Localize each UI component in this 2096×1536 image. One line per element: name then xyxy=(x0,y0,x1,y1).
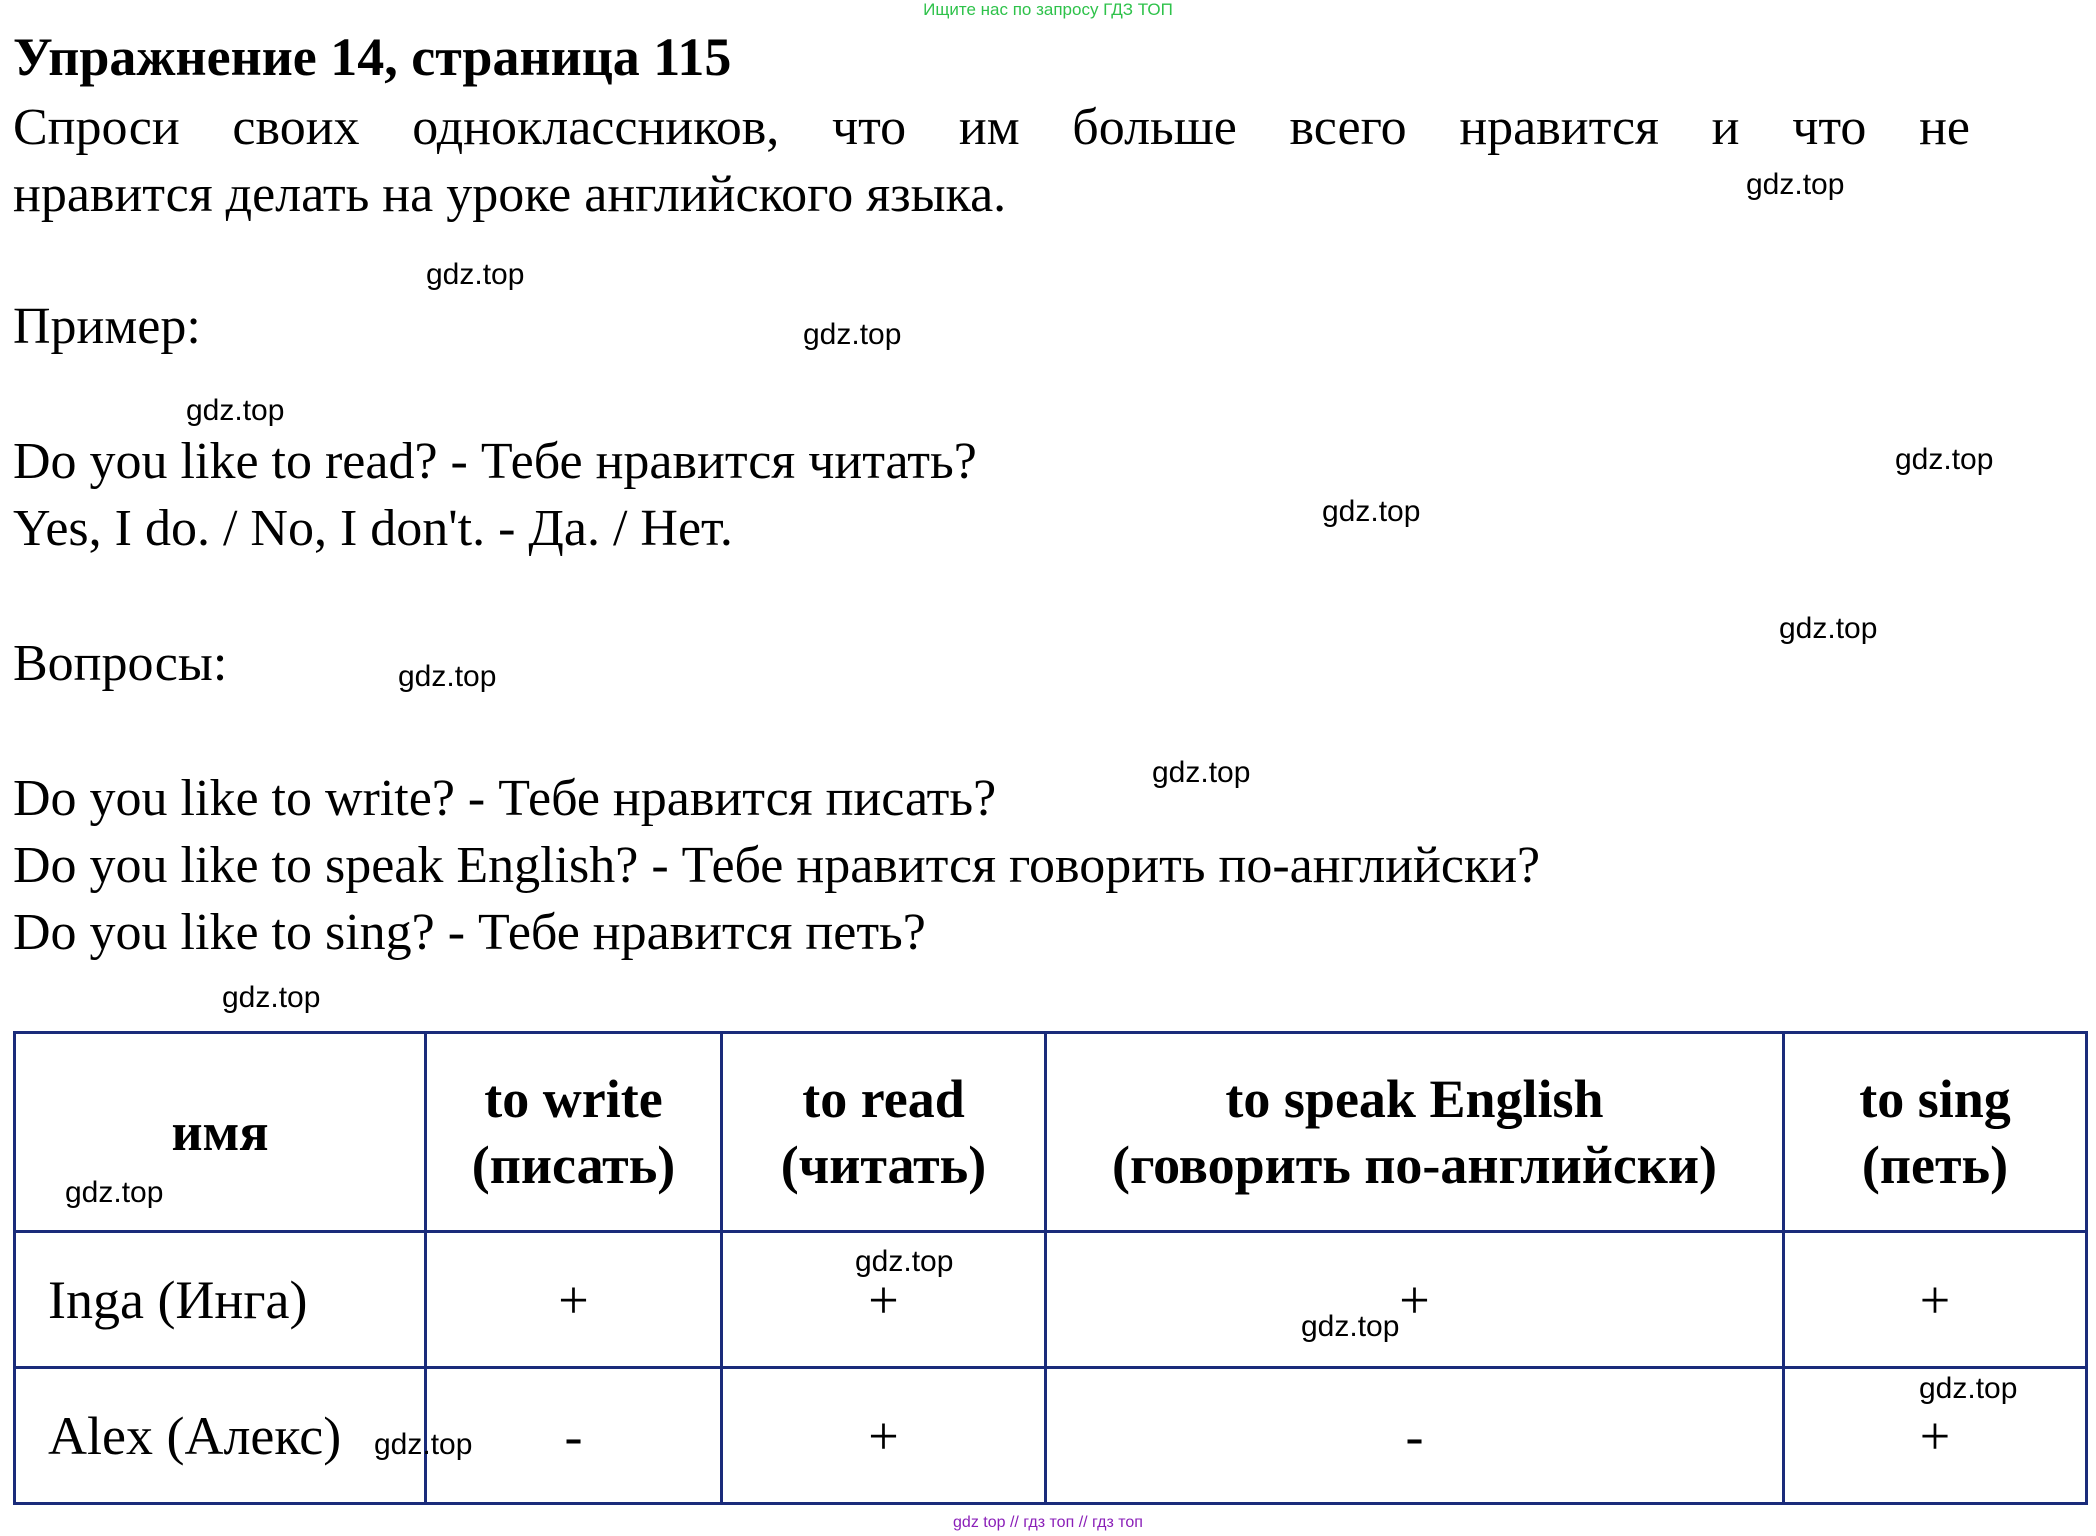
cell-read: + xyxy=(722,1368,1046,1504)
header-read: to read (читать) xyxy=(722,1033,1046,1232)
cell-speak: - xyxy=(1046,1368,1784,1504)
bottom-banner: gdz top // гдз топ // гдз топ xyxy=(953,1514,1143,1531)
example-answer: Yes, I do. / No, I don't. - Да. / Нет. xyxy=(13,500,733,557)
table-header-row xyxy=(15,1033,2087,1232)
cell-write: + xyxy=(426,1232,722,1368)
watermark: gdz.top xyxy=(426,258,525,291)
header-sing: to sing (петь) xyxy=(1784,1033,2087,1232)
watermark: gdz.top xyxy=(1322,495,1421,528)
top-banner: Ищите нас по запросу ГДЗ ТОП xyxy=(923,0,1173,19)
task-line-1: Спроси своих одноклассников, что им больше всего нравится и что не xyxy=(13,99,1970,156)
watermark: gdz.top xyxy=(222,981,321,1014)
cell-speak: + xyxy=(1046,1232,1784,1368)
watermark: gdz.top xyxy=(803,318,902,351)
table-row xyxy=(15,1368,2087,1504)
header-write: to write (писать) xyxy=(426,1033,722,1232)
watermark: gdz.top xyxy=(855,1245,954,1278)
cell-sing: + xyxy=(1784,1232,2087,1368)
cell-write: - xyxy=(426,1368,722,1504)
header-speak: to speak English (говорить по-английски) xyxy=(1046,1033,1784,1232)
question-sing: Do you like to sing? - Тебе нравится петь? xyxy=(13,904,926,961)
task-line-2: нравится делать на уроке английского языка. xyxy=(13,166,1007,223)
question-speak: Do you like to speak English? - Тебе нравится говорить по-английски? xyxy=(13,837,1541,894)
watermark: gdz.top xyxy=(398,660,497,693)
watermark: gdz.top xyxy=(1746,168,1845,201)
header-name: имя xyxy=(15,1033,426,1232)
watermark: gdz.top xyxy=(186,394,285,427)
watermark: gdz.top xyxy=(1779,612,1878,645)
watermark: gdz.top xyxy=(1301,1310,1400,1343)
watermark: gdz.top xyxy=(1919,1372,2018,1405)
example-heading: Пример: xyxy=(13,298,201,355)
watermark: gdz.top xyxy=(374,1428,473,1461)
watermark: gdz.top xyxy=(65,1176,164,1209)
row-name: Alex (Алекс) xyxy=(15,1368,426,1504)
exercise-title: Упражнение 14, страница 115 xyxy=(13,27,732,87)
watermark: gdz.top xyxy=(1152,756,1251,789)
survey-table xyxy=(13,1031,2088,1505)
cell-sing: + xyxy=(1784,1368,2087,1504)
table-row xyxy=(15,1232,2087,1368)
watermark: gdz.top xyxy=(1895,443,1994,476)
cell-read: + xyxy=(722,1232,1046,1368)
questions-heading: Вопросы: xyxy=(13,635,228,692)
row-name: Inga (Инга) xyxy=(15,1232,426,1368)
question-write: Do you like to write? - Тебе нравится писать? xyxy=(13,770,997,827)
example-question: Do you like to read? - Тебе нравится читать? xyxy=(13,433,977,490)
